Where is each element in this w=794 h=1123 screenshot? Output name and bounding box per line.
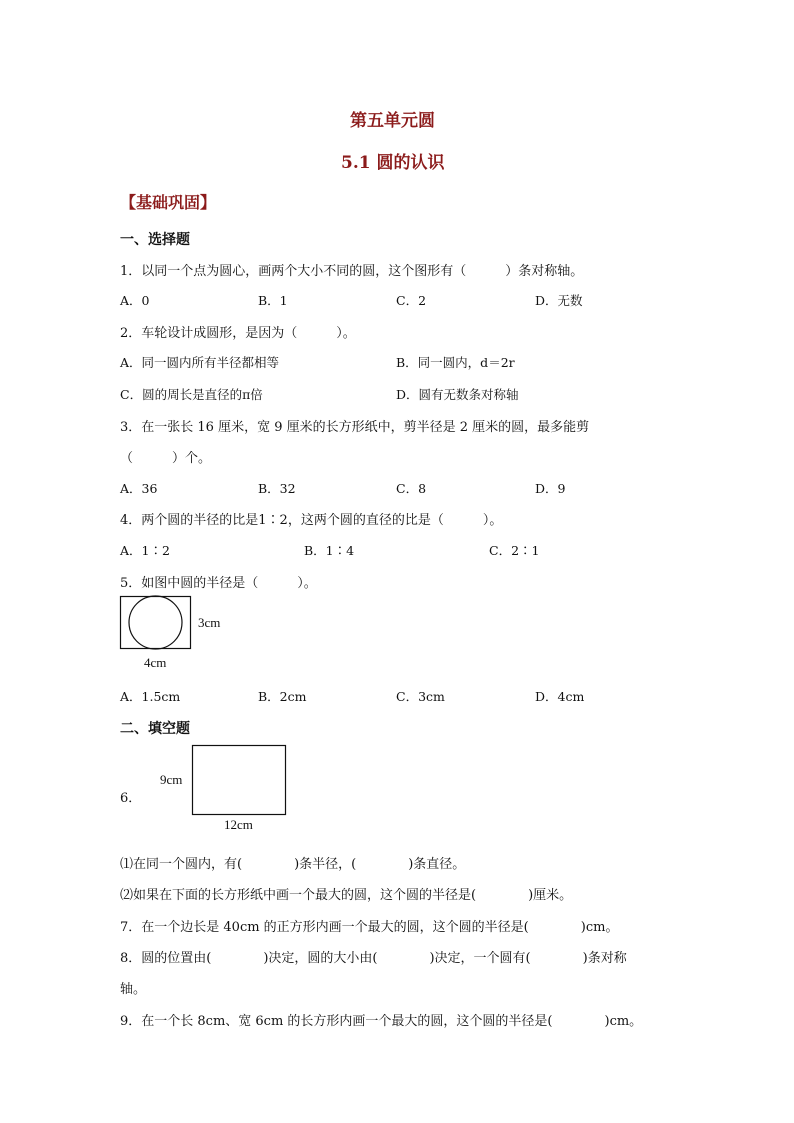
q3-option-a: A．36 (120, 481, 158, 496)
lesson-title: 5.1 圆的认识 (341, 153, 445, 173)
section-label: 【基础巩固】 (120, 193, 217, 212)
q5-circle (129, 596, 182, 649)
q4-option-a: A．1∶2 (120, 543, 170, 558)
q3-option-c: C．8 (396, 481, 427, 496)
q6-width-label: 12cm (224, 817, 253, 832)
q5-option-d: D．4cm (535, 689, 585, 704)
q6-height-label: 9cm (160, 772, 183, 787)
q6-figure (190, 743, 288, 817)
q2-option-d: D．圆有无数条对称轴 (396, 387, 519, 402)
q4-option-c: C．2∶1 (489, 543, 540, 558)
q8-text-line1: 8．圆的位置由( )决定，圆的大小由( )决定，一个圆有( )条对称 (120, 951, 627, 966)
q6-sub1: ⑴在同一个圆内，有( )条半径，( )条直径。 (120, 857, 466, 872)
part2-heading: 二、填空题 (120, 721, 190, 737)
unit-title: 第五单元圆 (350, 111, 435, 131)
q9-text: 9．在一个长 8cm、宽 6cm 的长方形内画一个最大的圆，这个圆的半径是( )cm。 (120, 1014, 643, 1029)
q1-option-a: A．0 (120, 293, 150, 308)
q1-option-c: C．2 (396, 293, 427, 308)
q7-text: 7．在一个边长是 40cm 的正方形内画一个最大的圆，这个圆的半径是( )cm。 (120, 920, 619, 935)
q1-option-d: D．无数 (535, 293, 583, 308)
q5-option-c: C．3cm (396, 689, 445, 704)
q3-text-line2: （ ）个。 (120, 451, 212, 466)
q6-number: 6． (120, 791, 142, 806)
q2-option-b: B．同一圆内，d＝2r (396, 355, 515, 370)
q3-text-line1: 3．在一张长 16 厘米，宽 9 厘米的长方形纸中，剪半径是 2 厘米的圆，最多能剪 (120, 420, 590, 435)
q2-option-a: A．同一圆内所有半径都相等 (120, 355, 280, 370)
q5-rectangle (121, 597, 191, 649)
q5-option-b: B．2cm (258, 689, 307, 704)
q8-text-line2: 轴。 (120, 982, 147, 997)
q5-figure (118, 594, 194, 652)
q4-text: 4．两个圆的半径的比是1∶2，这两个圆的直径的比是（ ）。 (120, 513, 503, 528)
part1-heading: 一、选择题 (120, 232, 190, 248)
q3-option-d: D．9 (535, 481, 566, 496)
q5-width-label: 4cm (144, 655, 167, 670)
q6-sub2: ⑵如果在下面的长方形纸中画一个最大的圆，这个圆的半径是( )厘米。 (120, 888, 573, 903)
q4-option-b: B．1∶4 (304, 543, 355, 558)
q6-rectangle (193, 746, 286, 815)
q5-text: 5．如图中圆的半径是（ ）。 (120, 576, 317, 591)
q5-height-label: 3cm (198, 615, 221, 630)
q2-text: 2．车轮设计成圆形，是因为（ ）。 (120, 326, 356, 341)
q2-option-c: C．圆的周长是直径的π倍 (120, 387, 263, 402)
q1-text: 1．以同一个点为圆心，画两个大小不同的圆，这个图形有（ ）条对称轴。 (120, 264, 584, 279)
q3-option-b: B．32 (258, 481, 296, 496)
q1-option-b: B．1 (258, 293, 288, 308)
q5-option-a: A．1.5cm (120, 689, 181, 704)
